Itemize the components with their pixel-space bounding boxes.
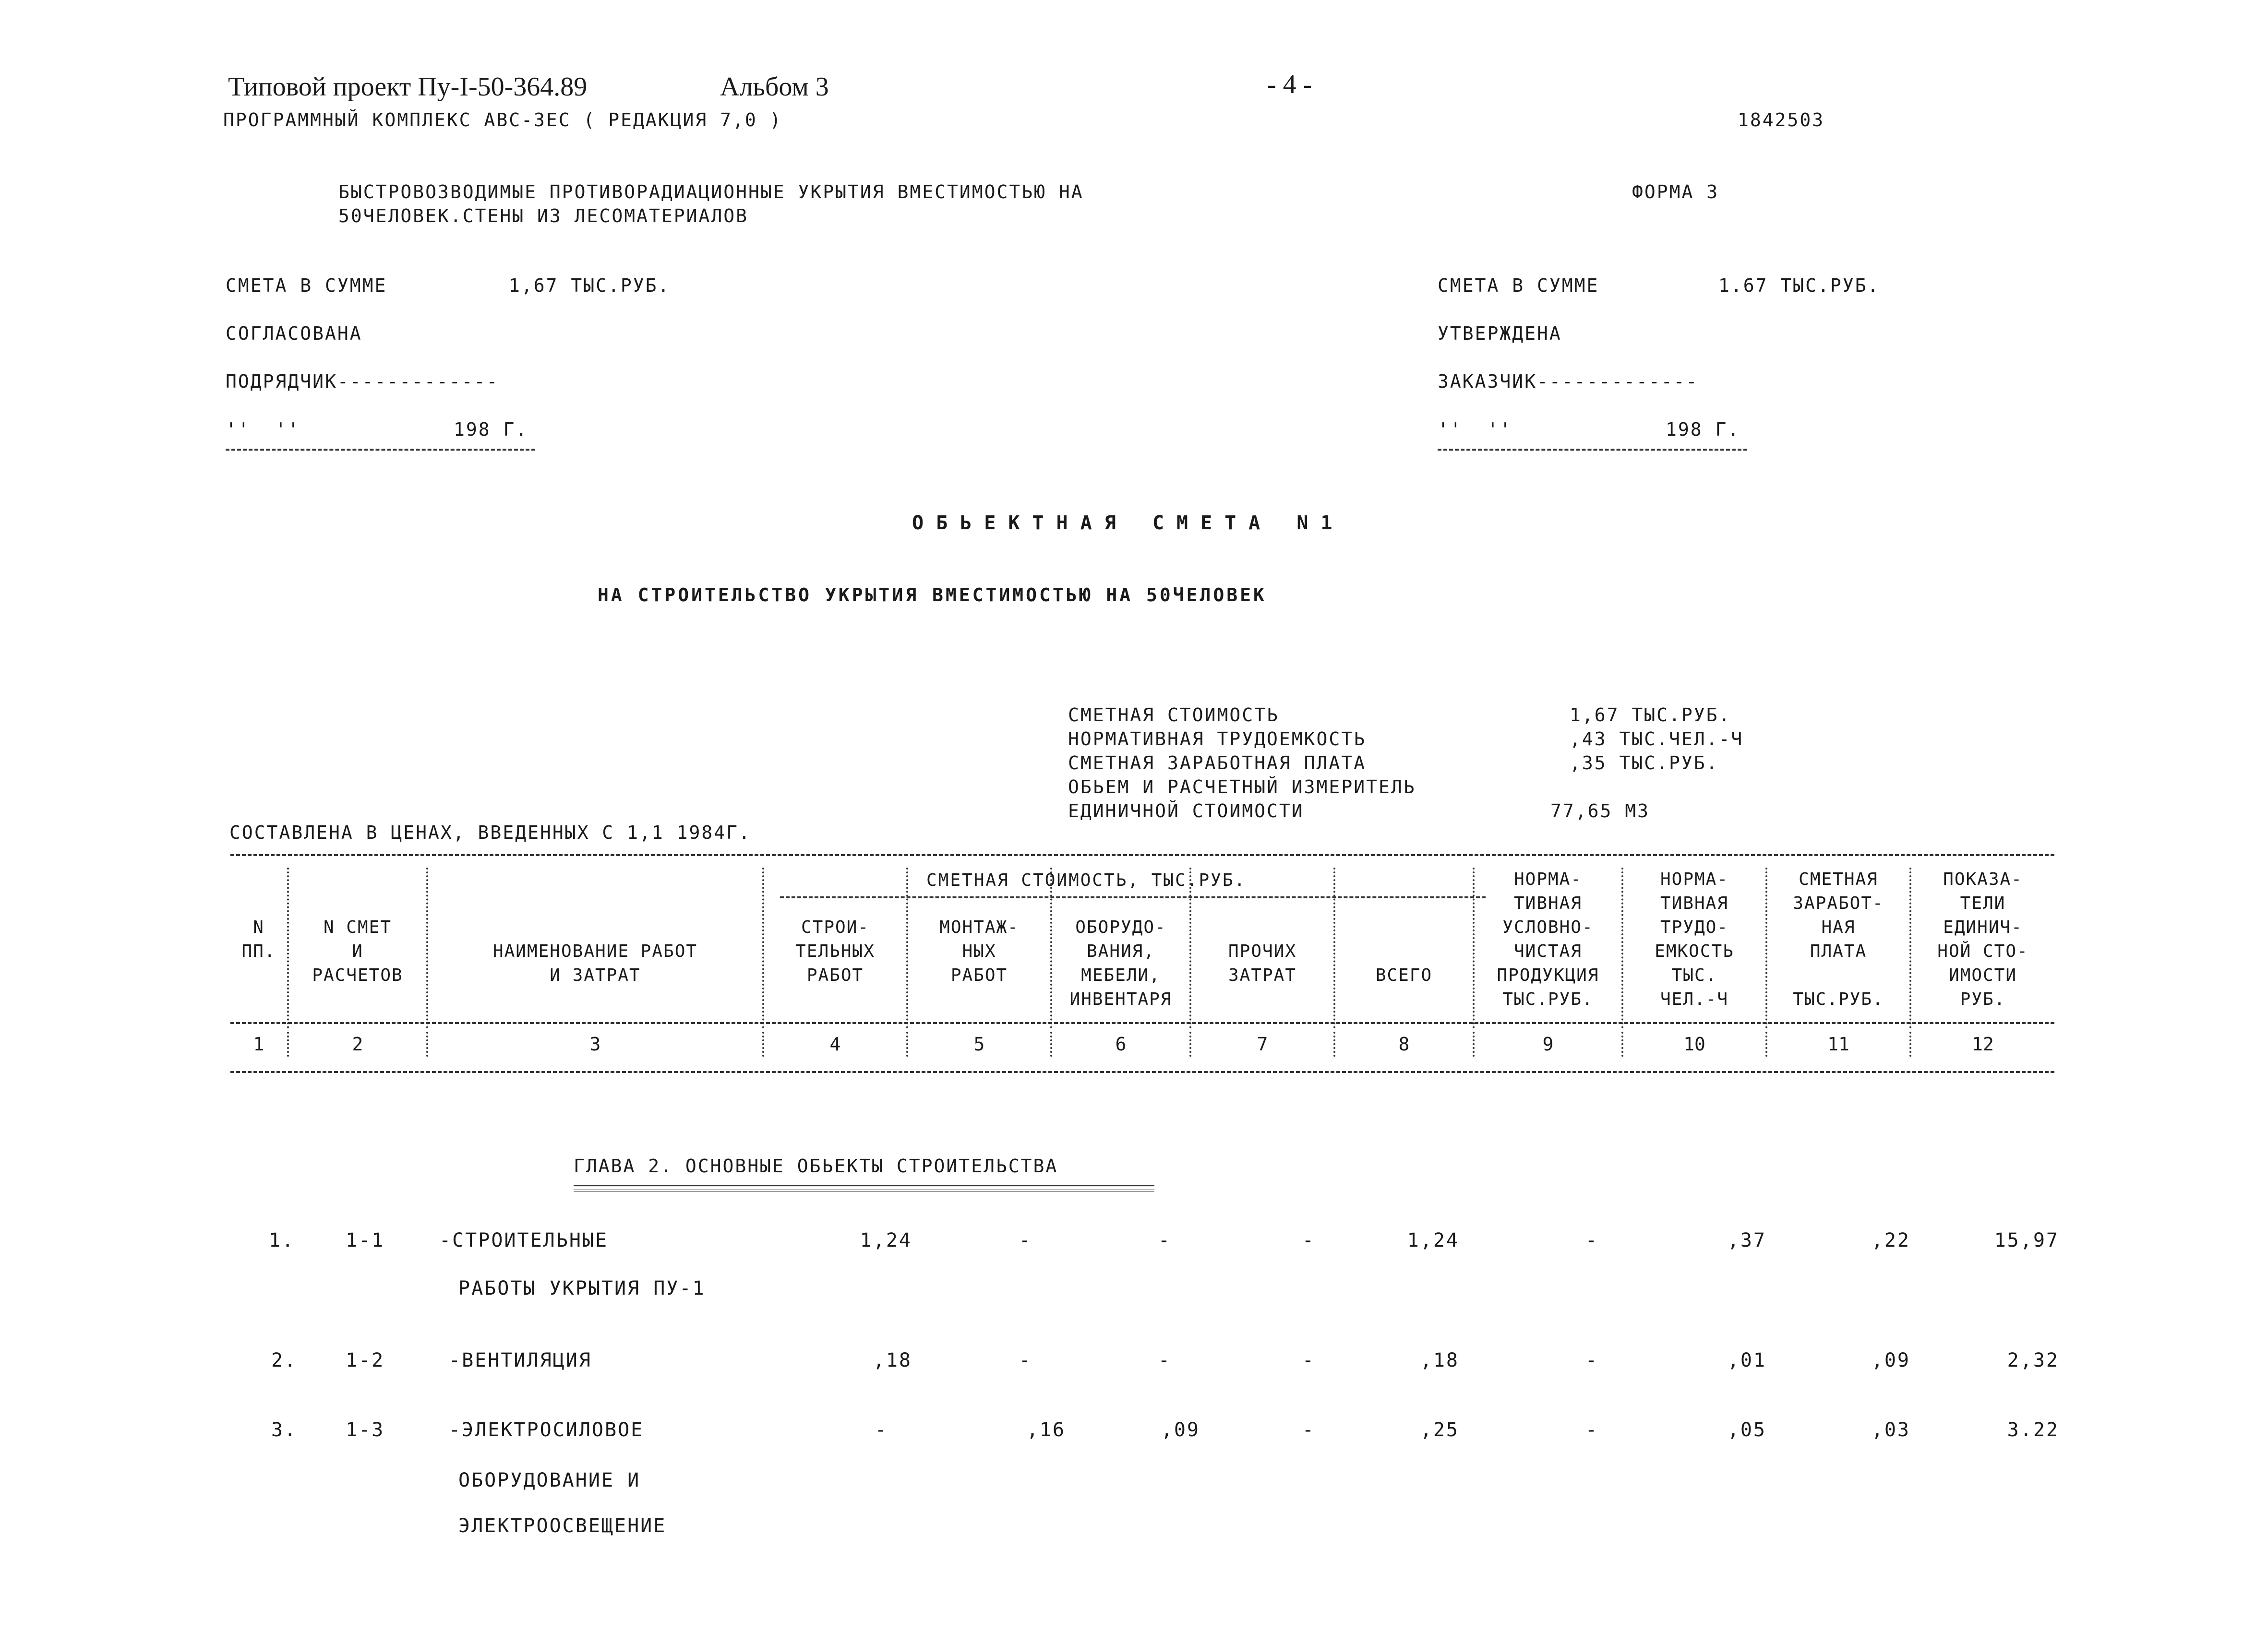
right-party: ЗАКАЗЧИК-------------	[1438, 371, 1699, 392]
row-equip: -	[1158, 1349, 1171, 1371]
col-number: 9	[1474, 1032, 1622, 1057]
estimate-title: ОБЬЕКТНАЯ СМЕТА N1	[912, 512, 1345, 534]
table-number-rule-top	[230, 1022, 2054, 1024]
col-number: 5	[907, 1032, 1051, 1057]
row-mount: -	[1019, 1229, 1032, 1251]
software-line: ПРОГРАММНЫЙ КОМПЛЕКС АВС-3ЕС ( РЕДАКЦИЯ 7,0 )	[223, 109, 782, 131]
column-number-row	[230, 1032, 2054, 1057]
table-top-rule	[230, 854, 2054, 856]
col-header-wage: СМЕТНАЯ ЗАРАБОТ- НАЯ ПЛАТА ТЫС.РУБ.	[1766, 868, 1910, 1028]
row-name: РАБОТЫ УКРЫТИЯ ПУ-1	[458, 1277, 706, 1299]
left-date-year: 198 Г.	[454, 419, 528, 440]
row-number: 1.	[269, 1229, 295, 1251]
col-header-equip: ОБОРУДО- ВАНИЯ, МЕБЕЛИ, ИНВЕНТАРЯ	[1051, 868, 1190, 1028]
summary-value: 1,67 ТЫС.РУБ.	[1570, 704, 1731, 726]
summary-label: СМЕТНАЯ СТОИМОСТЬ	[1068, 704, 1279, 726]
col-header-mount: МОНТАЖ- НЫХ РАБОТ	[907, 868, 1051, 1028]
col-number: 10	[1622, 1032, 1766, 1057]
row-ref: 1-1	[346, 1229, 385, 1251]
col-number: 2	[288, 1032, 427, 1057]
row-total: 1,24	[1407, 1229, 1459, 1251]
row-labor: ,01	[1727, 1349, 1766, 1371]
album-label: Альбом 3	[720, 72, 829, 102]
left-status: СОГЛАСОВАНА	[226, 323, 362, 344]
row-other: -	[1302, 1229, 1315, 1251]
row-name: -ВЕНТИЛЯЦИЯ	[449, 1349, 592, 1371]
left-sum-value: 1,67 ТЫС.РУБ.	[509, 275, 671, 296]
left-signature-line	[226, 449, 535, 451]
row-mount: ,16	[1026, 1419, 1066, 1441]
row-labor: ,37	[1727, 1229, 1766, 1251]
row-build: 1,24	[860, 1229, 912, 1251]
col-number: 1	[253, 1034, 264, 1055]
row-number: 3.	[271, 1419, 298, 1441]
col-number: 6	[1051, 1032, 1190, 1057]
col-header-n: N ПП.	[241, 917, 276, 961]
row-name: -СТРОИТЕЛЬНЫЕ	[439, 1229, 609, 1251]
row-unit: 3.22	[2007, 1419, 2059, 1441]
row-total: ,18	[1420, 1349, 1459, 1371]
row-ref: 1-3	[346, 1419, 385, 1441]
right-sum-label: СМЕТА В СУММЕ	[1438, 275, 1599, 296]
summary-label: ОБЬЕМ И РАСЧЕТНЫЙ ИЗМЕРИТЕЛЬ	[1068, 776, 1416, 798]
document-number: 1842503	[1738, 109, 1825, 131]
form-label: ФОРМА 3	[1632, 181, 1719, 203]
row-other: -	[1302, 1419, 1315, 1441]
summary-label: НОРМАТИВНАЯ ТРУДОЕМКОСТЬ	[1068, 728, 1367, 750]
row-other: -	[1302, 1349, 1315, 1371]
summary-label: ЕДИНИЧНОЙ СТОИМОСТИ	[1068, 800, 1304, 822]
row-build: -	[875, 1419, 888, 1441]
left-sum-label: СМЕТА В СУММЕ	[226, 275, 387, 296]
row-total: ,25	[1420, 1419, 1459, 1441]
summary-value: ,43 ТЫС.ЧЕЛ.-Ч	[1570, 728, 1744, 750]
left-date-quotes: '' ''	[226, 419, 300, 440]
table-number-rule-bottom	[230, 1071, 2054, 1073]
col-number: 8	[1334, 1032, 1474, 1057]
col-header-build: СТРОИ- ТЕЛЬНЫХ РАБОТ	[763, 868, 907, 1028]
row-net: -	[1585, 1349, 1598, 1371]
row-build: ,18	[873, 1349, 912, 1371]
table-header	[230, 868, 2054, 1028]
col-number: 12	[1910, 1032, 2054, 1057]
summary-value: ,35 ТЫС.РУБ.	[1570, 752, 1719, 774]
row-name: ЭЛЕКТРООСВЕЩЕНИЕ	[458, 1515, 667, 1537]
row-wage: ,09	[1871, 1349, 1910, 1371]
col-header-net: НОРМА- ТИВНАЯ УСЛОВНО- ЧИСТАЯ ПРОДУКЦИЯ ТЫС.РУБ.	[1474, 868, 1622, 1028]
col-number: 11	[1766, 1032, 1910, 1057]
right-sum-value: 1.67 ТЫС.РУБ.	[1718, 275, 1880, 296]
page-number: - 4 -	[1267, 70, 1312, 99]
row-equip: ,09	[1161, 1419, 1200, 1441]
col-number: 7	[1190, 1032, 1334, 1057]
right-date-year: 198 Г.	[1666, 419, 1740, 440]
col-number: 3	[427, 1032, 763, 1057]
chapter-heading: ГЛАВА 2. ОСНОВНЫЕ ОБЬЕКТЫ СТРОИТЕЛЬСТВА	[574, 1156, 1058, 1177]
row-net: -	[1585, 1419, 1598, 1441]
object-title-line2: 50ЧЕЛОВЕК.СТЕНЫ ИЗ ЛЕСОМАТЕРИАЛОВ	[338, 205, 748, 226]
row-wage: ,03	[1871, 1419, 1910, 1441]
row-name: ОБОРУДОВАНИЕ И	[458, 1469, 641, 1491]
row-unit: 2,32	[2007, 1349, 2059, 1371]
row-labor: ,05	[1727, 1419, 1766, 1441]
col-number: 4	[763, 1032, 907, 1057]
row-ref: 1-2	[346, 1349, 385, 1371]
row-net: -	[1585, 1229, 1598, 1251]
left-party: ПОДРЯДЧИК-------------	[226, 371, 499, 392]
object-title-line1: БЫСТРОВОЗВОДИМЫЕ ПРОТИВОРАДИАЦИОННЫЕ УКРЫТИЯ ВМЕСТИМОСТЬЮ НА	[338, 181, 1084, 203]
row-number: 2.	[271, 1349, 298, 1371]
prices-note: СОСТАВЛЕНА В ЦЕНАХ, ВВЕДЕННЫХ С 1,1 1984Г.	[229, 822, 751, 843]
cost-group-header: СМЕТНАЯ СТОИМОСТЬ, ТЫС.РУБ.	[926, 870, 1247, 890]
estimate-subtitle: НА СТРОИТЕЛЬСТВО УКРЫТИЯ ВМЕСТИМОСТЬЮ НА 50ЧЕЛОВЕК	[598, 584, 1267, 606]
col-header-labor: НОРМА- ТИВНАЯ ТРУДО- ЕМКОСТЬ ТЫС. ЧЕЛ.-Ч	[1622, 868, 1766, 1028]
row-equip: -	[1158, 1229, 1171, 1251]
col-header-name: НАИМЕНОВАНИЕ РАБОТ И ЗАТРАТ	[427, 868, 763, 1028]
col-header-unit: ПОКАЗА- ТЕЛИ ЕДИНИЧ- НОЙ СТО- ИМОСТИ РУБ.	[1910, 868, 2054, 1028]
summary-value: 77,65 М3	[1550, 800, 1650, 822]
col-header-other: ПРОЧИХ ЗАТРАТ	[1190, 868, 1334, 1028]
col-header-ref: N СМЕТ И РАСЧЕТОВ	[288, 868, 427, 1028]
right-status: УТВЕРЖДЕНА	[1438, 323, 1562, 344]
row-name: -ЭЛЕКТРОСИЛОВОЕ	[449, 1419, 644, 1441]
project-title: Типовой проект Пу-I-50-364.89	[228, 72, 588, 102]
summary-label: СМЕТНАЯ ЗАРАБОТНАЯ ПЛАТА	[1068, 752, 1367, 774]
row-wage: ,22	[1871, 1229, 1910, 1251]
row-mount: -	[1019, 1349, 1032, 1371]
row-unit: 15,97	[1994, 1229, 2059, 1251]
right-date-quotes: '' ''	[1438, 419, 1512, 440]
col-header-total: ВСЕГО	[1334, 868, 1474, 1028]
chapter-underline	[574, 1185, 1154, 1191]
right-signature-line	[1438, 449, 1747, 451]
